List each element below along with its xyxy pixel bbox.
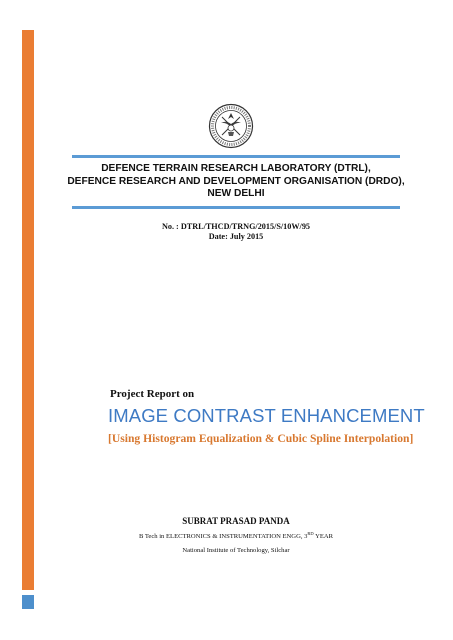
reference-date: Date: July 2015 xyxy=(208,232,264,241)
course-main: B Tech in ELECTRONICS & INSTRUMENTATION ENGG, 3 xyxy=(138,533,308,540)
drdo-emblem-icon xyxy=(208,103,254,149)
author-course xyxy=(80,530,392,540)
report-subtitle: [Using Histogram Equalization & Cubic Spline Interpolation] xyxy=(108,432,414,445)
header-top-rule xyxy=(72,155,400,158)
author-institute: National Institute of Technology, Silchar xyxy=(182,547,290,554)
author-name: SUBRAT PRASAD PANDA xyxy=(182,516,290,526)
org-line-1: DEFENCE TERRAIN RESEARCH LABORATORY (DTRL), xyxy=(101,163,371,174)
org-line-2: DEFENCE RESEARCH AND DEVELOPMENT ORGANISATION (DRDO), xyxy=(67,175,405,187)
side-accent-square xyxy=(22,595,34,609)
course-tail: YEAR xyxy=(313,533,334,540)
reference-number: No. : DTRL/THCD/TRNG/2015/S/10W/95 xyxy=(161,222,311,231)
org-line-3: NEW DELHI xyxy=(207,188,265,199)
report-label: Project Report on xyxy=(110,388,195,400)
course-sup: RD xyxy=(307,530,314,536)
header-bottom-rule xyxy=(72,206,400,209)
report-title: IMAGE CONTRAST ENHANCEMENT xyxy=(108,405,425,426)
side-accent-bar xyxy=(22,30,34,590)
